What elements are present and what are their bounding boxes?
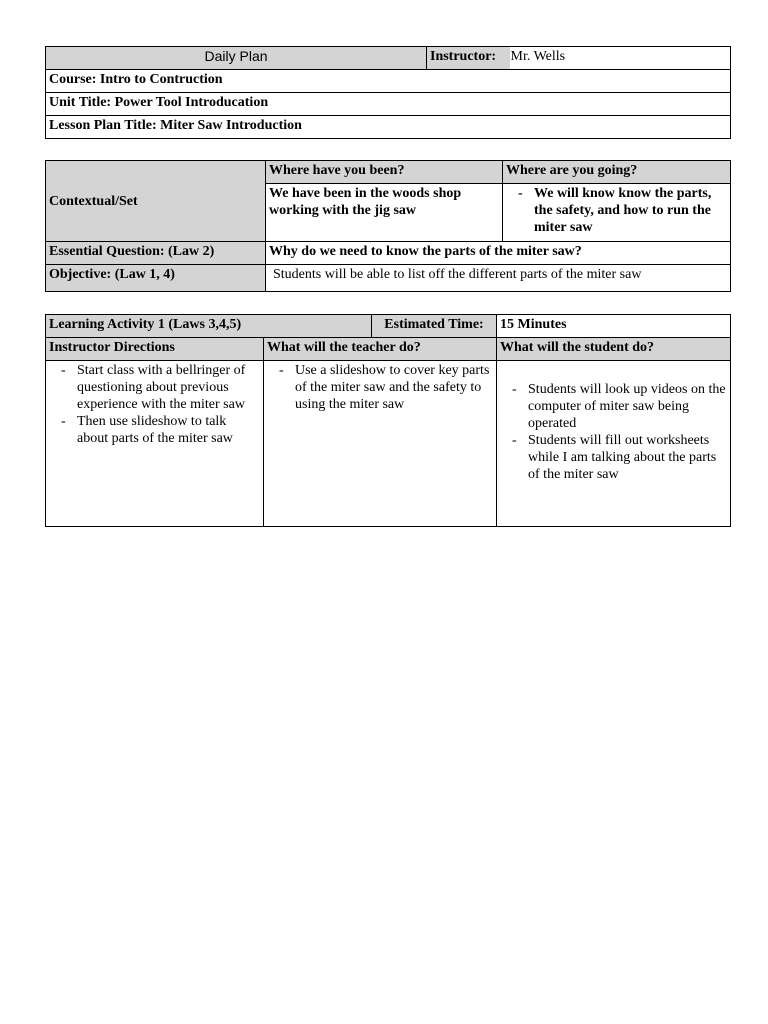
header-table [45, 46, 731, 139]
essential-question-text: Why do we need to know the parts of the miter saw? [266, 242, 731, 265]
estimated-time-value: 15 Minutes [497, 315, 731, 338]
instructor-directions-list [49, 362, 260, 447]
lesson-plan-title: Lesson Plan Title: Miter Saw Introduction [46, 116, 731, 139]
activity-title: Learning Activity 1 (Laws 3,4,5) [46, 315, 372, 338]
course-title: Course: Intro to Contruction [46, 70, 731, 93]
contextual-set-label: Contextual/Set [46, 161, 266, 242]
instructor-directions-header: Instructor Directions [46, 338, 264, 361]
instructor-name: Mr. Wells [510, 47, 731, 70]
essential-question-label: Essential Question: (Law 2) [46, 242, 266, 265]
activity-table [45, 314, 731, 527]
estimated-time-label: Estimated Time: [372, 315, 497, 338]
daily-plan-title: Daily Plan [46, 47, 427, 70]
instructor-label: Instructor: [427, 47, 510, 70]
list-item: - Start class with a bellringer of questioning about previous experience with the miter saw [49, 362, 260, 413]
where-going-header: Where are you going? [503, 161, 731, 184]
list-item: - We will know know the parts, the safety, and how to run the miter saw [506, 185, 727, 236]
list-item: - Then use slideshow to talk about parts of the miter saw [49, 413, 260, 447]
student-list [500, 381, 727, 483]
where-been-text: We have been in the woods shop working with the jig saw [266, 184, 503, 242]
objective-text: Students will be able to list off the different parts of the miter saw [266, 265, 731, 292]
teacher-list [267, 362, 493, 413]
objective-label: Objective: (Law 1, 4) [46, 265, 266, 292]
list-item: - Students will look up videos on the computer of miter saw being operated [500, 381, 727, 432]
student-header: What will the student do? [497, 338, 731, 361]
unit-title: Unit Title: Power Tool Introducation [46, 93, 731, 116]
list-item: - Use a slideshow to cover key parts of the miter saw and the safety to using the miter saw [267, 362, 493, 413]
where-going-list [506, 185, 727, 236]
context-table [45, 160, 731, 292]
teacher-header: What will the teacher do? [264, 338, 497, 361]
where-been-header: Where have you been? [266, 161, 503, 184]
list-item: - Students will fill out worksheets while I am talking about the parts of the miter saw [500, 432, 727, 483]
